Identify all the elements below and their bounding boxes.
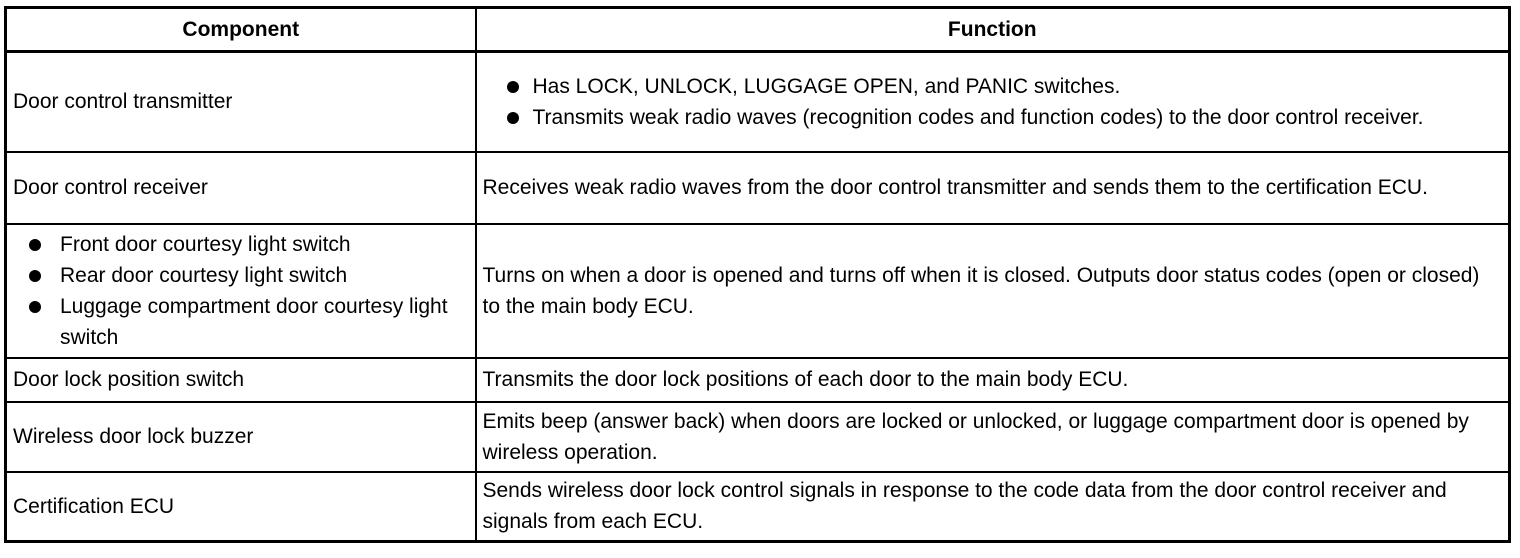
bullet-dot-icon: [507, 112, 519, 124]
table-row-certification-ecu: [6, 472, 1510, 542]
table-row-door-lock-position-switch: [6, 358, 1510, 402]
component-cell: Certification ECU: [6, 472, 476, 542]
bullet-text: Rear door courtesy light switch: [60, 263, 348, 287]
component-cell: Door control receiver: [6, 152, 476, 224]
component-cell: Door control transmitter: [6, 52, 476, 152]
bullet-item: [13, 291, 469, 353]
component-cell: [6, 224, 476, 358]
function-cell: Sends wireless door lock control signals in response to the code data from the door control receiver and signals from each ECU.: [476, 472, 1510, 542]
function-cell: [476, 52, 1510, 152]
table-row-courtesy-light-switches: [6, 224, 1510, 358]
bullet-item: [483, 102, 1503, 133]
table-header-row: [6, 8, 1510, 52]
bullet-item: [13, 260, 469, 291]
bullet-dot-icon: [507, 81, 519, 93]
component-cell: Wireless door lock buzzer: [6, 402, 476, 472]
bullet-item: [13, 229, 469, 260]
component-cell: Door lock position switch: [6, 358, 476, 402]
component-column-header: Component: [6, 8, 476, 52]
function-cell: Receives weak radio waves from the door control transmitter and sends them to the certification ECU.: [476, 152, 1510, 224]
function-cell: Turns on when a door is opened and turns off when it is closed. Outputs door status codes (open or closed) to the main body ECU.: [476, 224, 1510, 358]
table-row-wireless-door-lock-buzzer: [6, 402, 1510, 472]
table-row-door-control-receiver: [6, 152, 1510, 224]
function-cell: Transmits the door lock positions of each door to the main body ECU.: [476, 358, 1510, 402]
table-row-door-control-transmitter: [6, 52, 1510, 152]
component-bullet-list: [13, 229, 469, 353]
bullet-dot-icon: [29, 301, 41, 313]
bullet-dot-icon: [29, 270, 41, 282]
function-column-header: Function: [476, 8, 1510, 52]
function-cell: Emits beep (answer back) when doors are locked or unlocked, or luggage compartment door is opened by wireless operation.: [476, 402, 1510, 472]
bullet-text: Front door courtesy light switch: [60, 232, 351, 256]
bullet-text: Transmits weak radio waves (recognition codes and function codes) to the door control receiver.: [532, 105, 1424, 129]
bullet-text: Has LOCK, UNLOCK, LUGGAGE OPEN, and PANIC switches.: [532, 74, 1121, 98]
bullet-dot-icon: [29, 239, 41, 251]
component-function-table: [4, 6, 1511, 543]
function-bullet-list: [483, 71, 1503, 133]
bullet-text: Luggage compartment door courtesy light switch: [60, 294, 448, 349]
bullet-item: [483, 71, 1503, 102]
